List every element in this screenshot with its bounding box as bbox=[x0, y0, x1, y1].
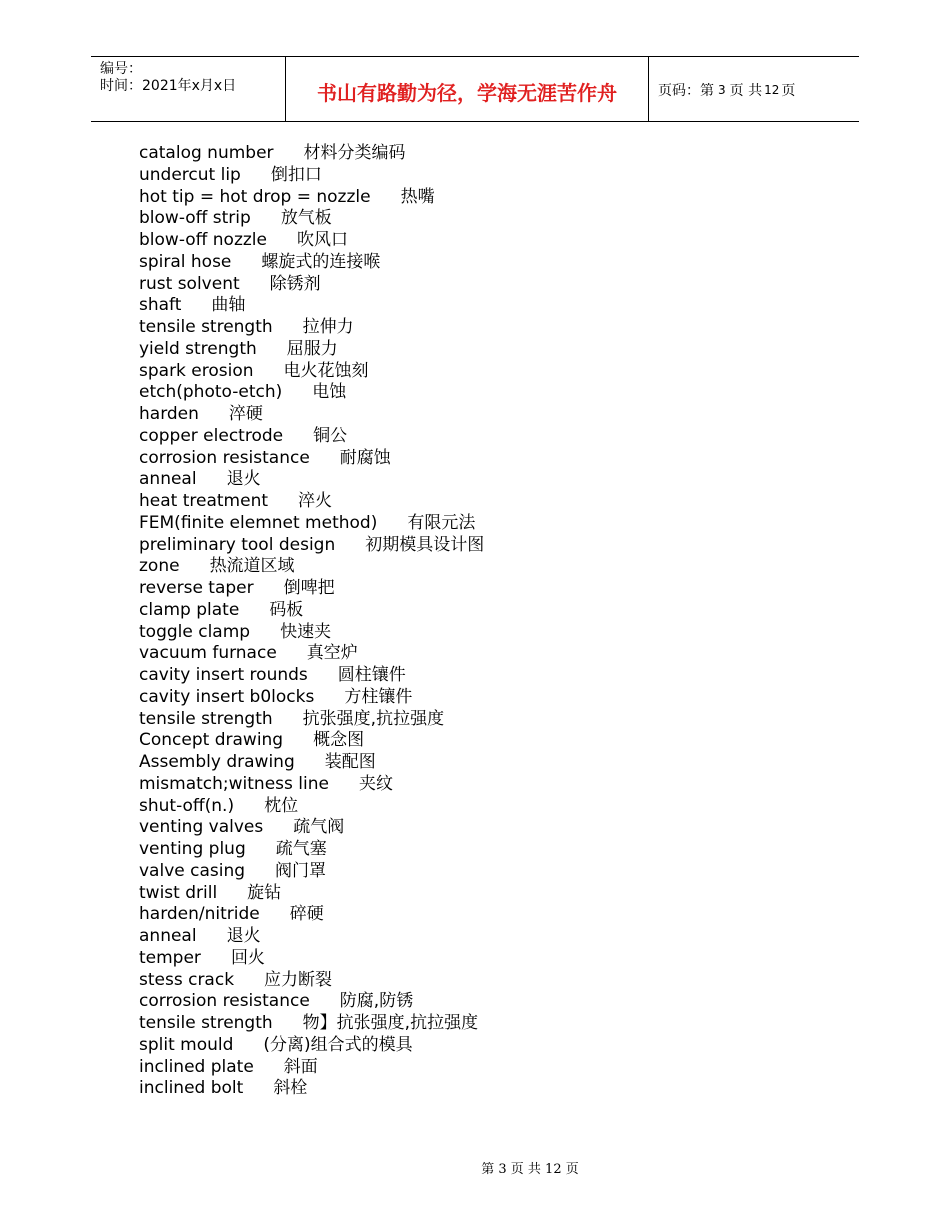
term-chinese: 疏气塞 bbox=[275, 839, 327, 859]
term-chinese: 拉伸力 bbox=[302, 317, 354, 337]
term-chinese: 有限元法 bbox=[407, 512, 476, 533]
term-english: catalog number bbox=[139, 143, 274, 163]
term-english: tensile strength bbox=[139, 1013, 273, 1033]
list-item bbox=[139, 1057, 484, 1079]
list-item bbox=[139, 817, 484, 839]
term-english: mismatch;witness line bbox=[139, 773, 329, 794]
list-item bbox=[139, 730, 484, 752]
list-item bbox=[139, 165, 484, 187]
term-chinese: 码板 bbox=[269, 599, 304, 620]
term-english: inclined bolt bbox=[139, 1078, 244, 1099]
list-item bbox=[139, 578, 484, 600]
term-chinese: 倒扣口 bbox=[270, 164, 322, 185]
term-english: anneal bbox=[139, 469, 197, 490]
list-item bbox=[139, 948, 484, 970]
list-item bbox=[139, 339, 484, 361]
term-english: shaft bbox=[139, 295, 182, 316]
term-chinese: 初期模具设计图 bbox=[365, 534, 485, 555]
term-chinese: 电火花蚀刻 bbox=[283, 360, 369, 381]
page-total: 12 bbox=[764, 83, 780, 97]
list-item bbox=[139, 535, 484, 557]
term-chinese: 放气板 bbox=[280, 208, 332, 229]
term-chinese: 快速夹 bbox=[280, 621, 332, 642]
term-chinese: 回火 bbox=[230, 947, 265, 968]
term-english: Assembly drawing bbox=[139, 752, 295, 772]
term-english: venting plug bbox=[139, 839, 246, 859]
term-chinese: 材料分类编码 bbox=[303, 143, 406, 163]
term-english: Concept drawing bbox=[139, 730, 284, 751]
list-item bbox=[139, 208, 484, 230]
list-item bbox=[139, 448, 484, 470]
term-chinese: 旋钻 bbox=[247, 882, 282, 903]
term-chinese: 吹风口 bbox=[297, 230, 348, 250]
header-page-number bbox=[649, 57, 859, 121]
term-chinese: 应力断裂 bbox=[264, 969, 333, 990]
code-label: 编号： bbox=[100, 61, 142, 77]
term-english: undercut lip bbox=[139, 164, 241, 185]
list-item bbox=[139, 491, 484, 513]
term-english: cavity insert b0locks bbox=[139, 686, 315, 707]
term-chinese: 螺旋式的连接喉 bbox=[261, 251, 381, 272]
list-item bbox=[139, 1013, 484, 1035]
list-item bbox=[139, 274, 484, 296]
term-english: spark erosion bbox=[139, 360, 254, 381]
list-item bbox=[139, 317, 484, 339]
term-english: FEM(finite elemnet method) bbox=[139, 512, 378, 533]
list-item bbox=[139, 1035, 484, 1057]
term-english: blow-off strip bbox=[139, 208, 251, 229]
term-chinese: 防腐,防锈 bbox=[339, 991, 414, 1012]
term-chinese: 淬硬 bbox=[228, 404, 263, 424]
page-current: 3 bbox=[718, 83, 726, 97]
term-english: etch(photo-etch) bbox=[139, 382, 283, 403]
term-chinese: 抗张强度,抗拉强度 bbox=[302, 708, 445, 729]
list-item bbox=[139, 469, 484, 491]
term-english: temper bbox=[139, 947, 201, 968]
term-chinese: 热嘴 bbox=[400, 186, 435, 207]
term-chinese: 夹纹 bbox=[358, 773, 393, 794]
term-english: venting valves bbox=[139, 817, 264, 838]
term-english: rust solvent bbox=[139, 273, 240, 294]
list-item bbox=[139, 752, 484, 774]
term-english: blow-off nozzle bbox=[139, 230, 267, 250]
term-english: corrosion resistance bbox=[139, 991, 310, 1012]
term-english: harden bbox=[139, 404, 199, 424]
term-chinese: 退火 bbox=[226, 926, 261, 946]
page-footer: 第 3 页 共 12 页 bbox=[481, 1162, 579, 1177]
term-chinese: 斜面 bbox=[283, 1056, 318, 1077]
term-chinese: 屈服力 bbox=[286, 338, 338, 359]
term-english: yield strength bbox=[139, 338, 257, 359]
term-english: reverse taper bbox=[139, 578, 254, 598]
page-header bbox=[91, 56, 859, 122]
term-english: clamp plate bbox=[139, 599, 240, 620]
term-english: twist drill bbox=[139, 882, 218, 903]
list-item bbox=[139, 187, 484, 209]
list-item bbox=[139, 361, 484, 383]
term-english: hot tip = hot drop = nozzle bbox=[139, 186, 371, 207]
list-item bbox=[139, 861, 484, 883]
term-chinese: 枕位 bbox=[264, 795, 299, 816]
term-chinese: 倒啤把 bbox=[283, 578, 335, 598]
term-english: preliminary tool design bbox=[139, 534, 336, 555]
term-chinese: 曲轴 bbox=[211, 295, 246, 316]
term-chinese: 阀门罩 bbox=[275, 860, 327, 881]
term-chinese: (分离)组合式的模具 bbox=[263, 1034, 413, 1055]
list-item bbox=[139, 252, 484, 274]
page-mid: 页 共 bbox=[729, 83, 763, 99]
list-item bbox=[139, 839, 484, 861]
term-chinese: 电蚀 bbox=[312, 382, 347, 403]
term-english: valve casing bbox=[139, 860, 246, 881]
list-item bbox=[139, 600, 484, 622]
list-item bbox=[139, 622, 484, 644]
term-chinese: 铜公 bbox=[313, 425, 348, 446]
term-chinese: 方柱镶件 bbox=[344, 686, 413, 707]
list-item bbox=[139, 404, 484, 426]
list-item bbox=[139, 774, 484, 796]
list-item bbox=[139, 426, 484, 448]
term-english: tensile strength bbox=[139, 708, 273, 729]
list-item bbox=[139, 1078, 484, 1100]
list-item bbox=[139, 556, 484, 578]
list-item bbox=[139, 382, 484, 404]
term-chinese: 真空炉 bbox=[306, 643, 358, 664]
term-chinese: 圆柱镶件 bbox=[337, 665, 406, 685]
list-item bbox=[139, 796, 484, 818]
list-item bbox=[139, 513, 484, 535]
term-english: zone bbox=[139, 556, 180, 577]
term-english: copper electrode bbox=[139, 425, 284, 446]
term-chinese: 耐腐蚀 bbox=[339, 447, 391, 468]
list-item bbox=[139, 991, 484, 1013]
term-english: stess crack bbox=[139, 969, 235, 990]
term-chinese: 物】抗张强度,抗拉强度 bbox=[302, 1013, 479, 1033]
list-item bbox=[139, 230, 484, 252]
term-chinese: 热流道区域 bbox=[209, 556, 295, 577]
list-item bbox=[139, 709, 484, 731]
term-chinese: 概念图 bbox=[313, 730, 365, 751]
list-item bbox=[139, 970, 484, 992]
term-english: heat treatment bbox=[139, 491, 269, 511]
list-item bbox=[139, 643, 484, 665]
list-item bbox=[139, 143, 484, 165]
term-english: vacuum furnace bbox=[139, 643, 277, 664]
term-english: anneal bbox=[139, 926, 197, 946]
term-english: spiral hose bbox=[139, 251, 232, 272]
list-item bbox=[139, 295, 484, 317]
term-english: harden/nitride bbox=[139, 904, 260, 925]
term-english: corrosion resistance bbox=[139, 447, 310, 468]
list-item bbox=[139, 687, 484, 709]
glossary-list bbox=[139, 143, 484, 1100]
term-english: inclined plate bbox=[139, 1056, 254, 1077]
page-prefix: 页码：第 bbox=[658, 83, 714, 99]
header-meta bbox=[91, 57, 286, 121]
term-chinese: 斜栓 bbox=[273, 1078, 308, 1099]
term-chinese: 除锈剂 bbox=[269, 273, 321, 294]
list-item bbox=[139, 926, 484, 948]
page-suffix: 页 bbox=[781, 83, 796, 99]
list-item bbox=[139, 904, 484, 926]
term-chinese: 碎硬 bbox=[289, 904, 324, 925]
term-english: toggle clamp bbox=[139, 621, 251, 642]
header-motto: 书山有路勤为径，学海无涯苦作舟 bbox=[286, 57, 649, 121]
list-item bbox=[139, 665, 484, 687]
term-english: cavity insert rounds bbox=[139, 665, 308, 685]
term-chinese: 装配图 bbox=[324, 752, 376, 772]
time-label: 时间：2021年x月x日 bbox=[100, 78, 237, 94]
term-english: split mould bbox=[139, 1034, 234, 1055]
term-english: shut-off(n.) bbox=[139, 795, 235, 816]
term-english: tensile strength bbox=[139, 317, 273, 337]
term-chinese: 疏气阀 bbox=[293, 817, 345, 838]
term-chinese: 淬火 bbox=[298, 491, 333, 511]
term-chinese: 退火 bbox=[226, 469, 261, 490]
list-item bbox=[139, 883, 484, 905]
